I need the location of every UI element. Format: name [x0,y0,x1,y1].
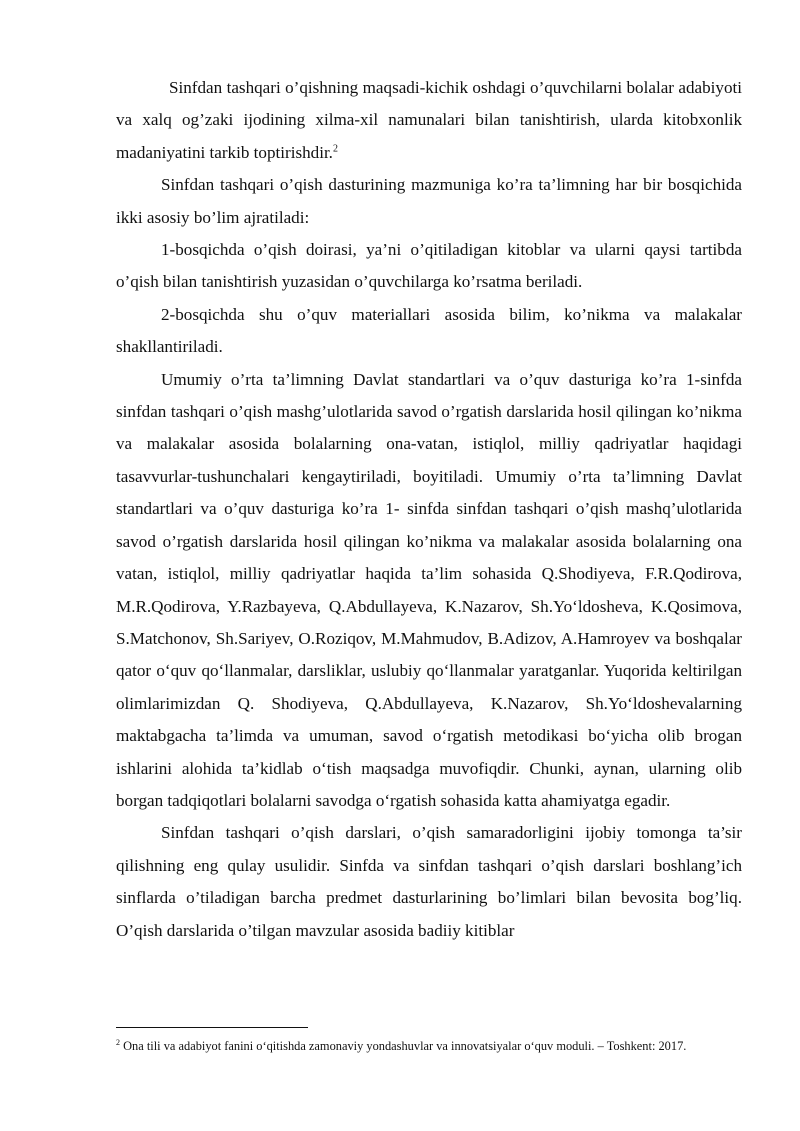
paragraph-text: Sinfdan tashqari o’qish dasturining mazmuniga ko’ra ta’limning har bir bosqichida ikki asosiy bo’lim ajratiladi: [116,175,742,227]
footnote-reference[interactable]: 2 [332,143,338,155]
paragraph-stage-2 [116,299,742,364]
footnote [116,1037,756,1055]
footnote-separator [116,1027,308,1028]
paragraph-stage-1 [116,234,742,299]
paragraph-lessons [116,817,742,947]
paragraph-text: Sinfdan tashqari o’qishning maqsadi-kichik oshdagi o’quvchilarni bolalar adabiyoti va xalq og’zaki ijodining xilma-xil namunalari bilan tanishtirish, ularda kitobxonlik madaniyatini tarkib toptirishdir. [116,78,742,162]
paragraph-standards [116,364,742,818]
paragraph-text: Sinfdan tashqari o’qish darslari, o’qish samaradorligini ijobiy tomonga ta’sir qilishning eng qulay usulidir. Sinfda va sinfdan tashqari o’qish darslari boshlang’ich sinflarda o’tiladigan barcha predmet dasturlarining bo’limlari bilan bevosita bog’liq. O’qish darslarida o’tilgan mavzular asosida badiiy kitiblar [116,823,742,940]
paragraph-program-content [116,169,742,234]
paragraph-text: 2-bosqichda shu o’quv materiallari asosida bilim, ko’nikma va malakalar shakllantiriladi. [116,304,742,357]
paragraph-text: 1-bosqichda o’qish doirasi, ya’ni o’qitiladigan kitoblar va ularni qaysi tartibda o’qish bilan tanishtirish yuzasidan o’quvchilarga ko’rsatma beriladi. [116,240,742,292]
body-text [116,72,742,947]
footnote-text: Ona tili va adabiyot fanini o‘qitishda zamonaviy yondashuvlar va innovatsiyalar o‘quv moduli. – Toshkent: 2017. [123,1039,687,1053]
paragraph-purpose [116,72,742,169]
paragraph-text: Umumiy o’rta ta’limning Davlat standartlari va o’quv dasturiga ko’ra 1-sinfda sinfdan tashqari o’qish mashg’ulotlarida savod o’rgatish darslarida hosil qilingan ko’nikma va malakalar asosida bolalarning ona-vatan, istiqlol, milliy qadriyatlar haqidagi tasavvurlar-tushunchalari kengaytiriladi, boyitiladi. Umumiy o’rta ta’limning Davlat standartlari va o’quv dasturiga ko’ra 1- sinfda sinfdan tashqari o’qish mashq’ulotlarida savod o’rgatish darslarida hosil qilingan ko’nikma va malakalar asosida bolalarning ona vatan, istiqlol, milliy qadriyatlar haqida ta’lim sohasida Q.Shodiyeva, F.R.Qodirova, M.R.Qodirova, Y.Razbayeva, Q.Abdullayeva, K.Nazarov, Sh.Yo‘ldosheva, K.Qosimova, S.Matchonov, Sh.Sariyev, O.Roziqov, M.Mahmudov, B.Adizov, A.Hamroyev va boshqalar qator o‘quv qo‘llanmalar, darsliklar, uslubiy qo‘llanmalar yaratganlar. Yuqorida keltirilgan olimlarimizdan Q. Shodiyeva, Q.Abdullayeva, K.Nazarov, Sh.Yo‘ldoshevalarning maktabgacha ta’limda va umuman, savod o‘rgatish metodikasi bo‘yicha olib brogan ishlarini alohida ta’kidlab o‘tish maqsadga muvofiqdir. Chunki, aynan, ularning olib borgan tadqiqotlari bolalarni savodga o‘rgatish sohasida katta ahamiyatga egadir. [116,369,742,810]
footnote-number: 2 [116,1037,120,1047]
